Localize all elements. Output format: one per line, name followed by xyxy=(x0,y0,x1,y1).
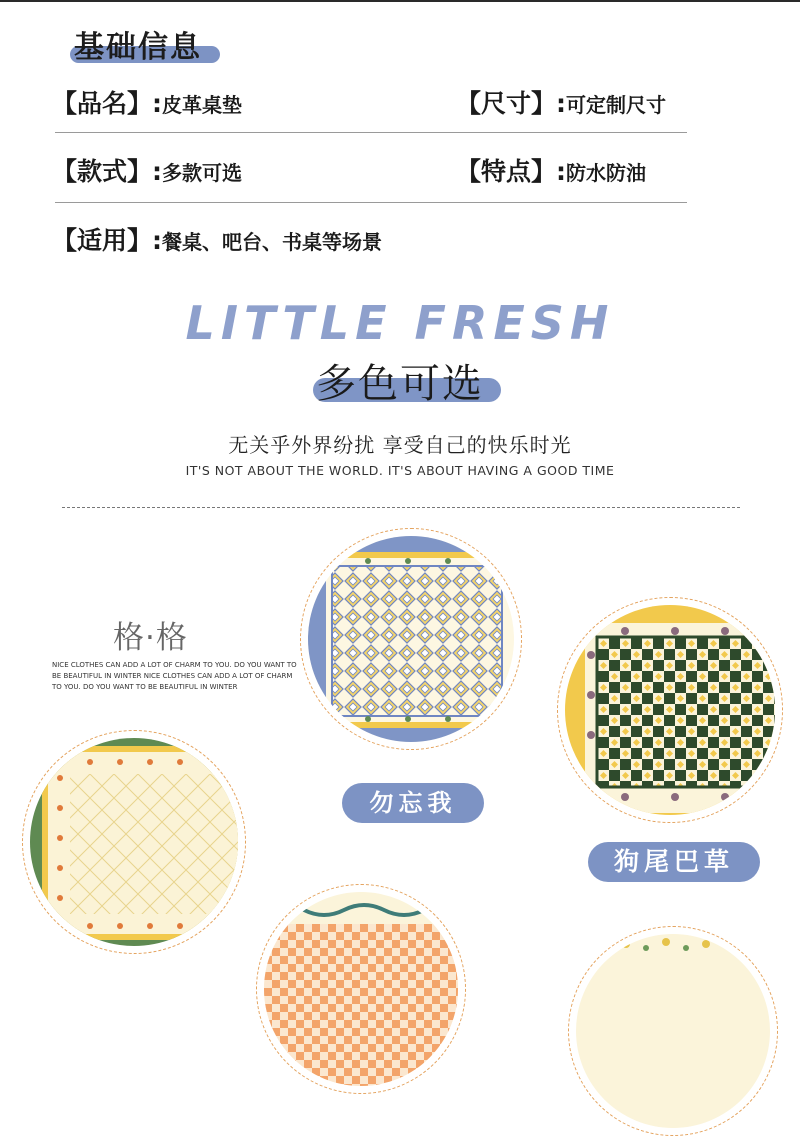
info-feature xyxy=(456,152,646,188)
top-divider xyxy=(0,0,800,2)
diamond-pattern-mat xyxy=(308,536,514,742)
basic-info-title xyxy=(70,18,230,68)
lattice-pattern-mat xyxy=(30,738,238,946)
style-description: NICE CLOTHES CAN ADD A LOT OF CHARM TO YOU. DO YOU WANT TO BE BEAUTIFUL IN WINTER NICE CLOTHES CAN ADD A LOT OF CHARM TO YOU. DO YOU WANT TO BE BEAUTIFUL IN WINTER xyxy=(52,661,297,691)
info-label: 【适用】: xyxy=(52,226,162,255)
info-label: 【品名】: xyxy=(52,89,162,118)
info-divider xyxy=(55,202,687,203)
info-value: 可定制尺寸 xyxy=(566,93,666,117)
variant-image-floral[interactable] xyxy=(568,926,778,1136)
info-value: 多款可选 xyxy=(162,161,242,185)
checker-pattern-mat xyxy=(565,605,775,815)
variant-label-foxtail[interactable]: 狗尾巴草 xyxy=(588,842,760,882)
info-size xyxy=(456,84,666,120)
info-style xyxy=(52,152,242,188)
info-usage xyxy=(52,221,382,257)
variant-label-forget-me-not[interactable]: 勿忘我 xyxy=(342,783,484,823)
info-label: 【款式】: xyxy=(52,157,162,186)
slogan-cn: 无关乎外界纷扰 享受自己的快乐时光 xyxy=(228,433,572,457)
info-value: 防水防油 xyxy=(566,161,646,185)
info-divider xyxy=(55,132,687,133)
info-value: 皮革桌垫 xyxy=(162,93,242,117)
dashed-divider xyxy=(62,507,740,508)
info-label: 【尺寸】: xyxy=(456,89,566,118)
multi-color-title: 多色可选 xyxy=(316,361,484,407)
variant-image-forget-me-not[interactable] xyxy=(300,528,522,750)
slogan-en: IT'S NOT ABOUT THE WORLD. IT'S ABOUT HAVING A GOOD TIME xyxy=(185,463,615,478)
style-name: 格·格 xyxy=(113,620,188,656)
info-product-name xyxy=(52,84,242,120)
floral-mat xyxy=(576,934,770,1128)
info-value: 餐桌、吧台、书桌等场景 xyxy=(162,230,382,254)
variant-image-lattice[interactable] xyxy=(22,730,246,954)
variant-image-foxtail[interactable] xyxy=(557,597,783,823)
variant-image-orange-checker[interactable] xyxy=(256,884,466,1094)
little-fresh-title: LITTLE FRESH xyxy=(185,296,615,350)
basic-info-title-text: 基础信息 xyxy=(74,30,202,65)
info-label: 【特点】: xyxy=(456,157,566,186)
orange-checker-mat xyxy=(264,892,458,1086)
